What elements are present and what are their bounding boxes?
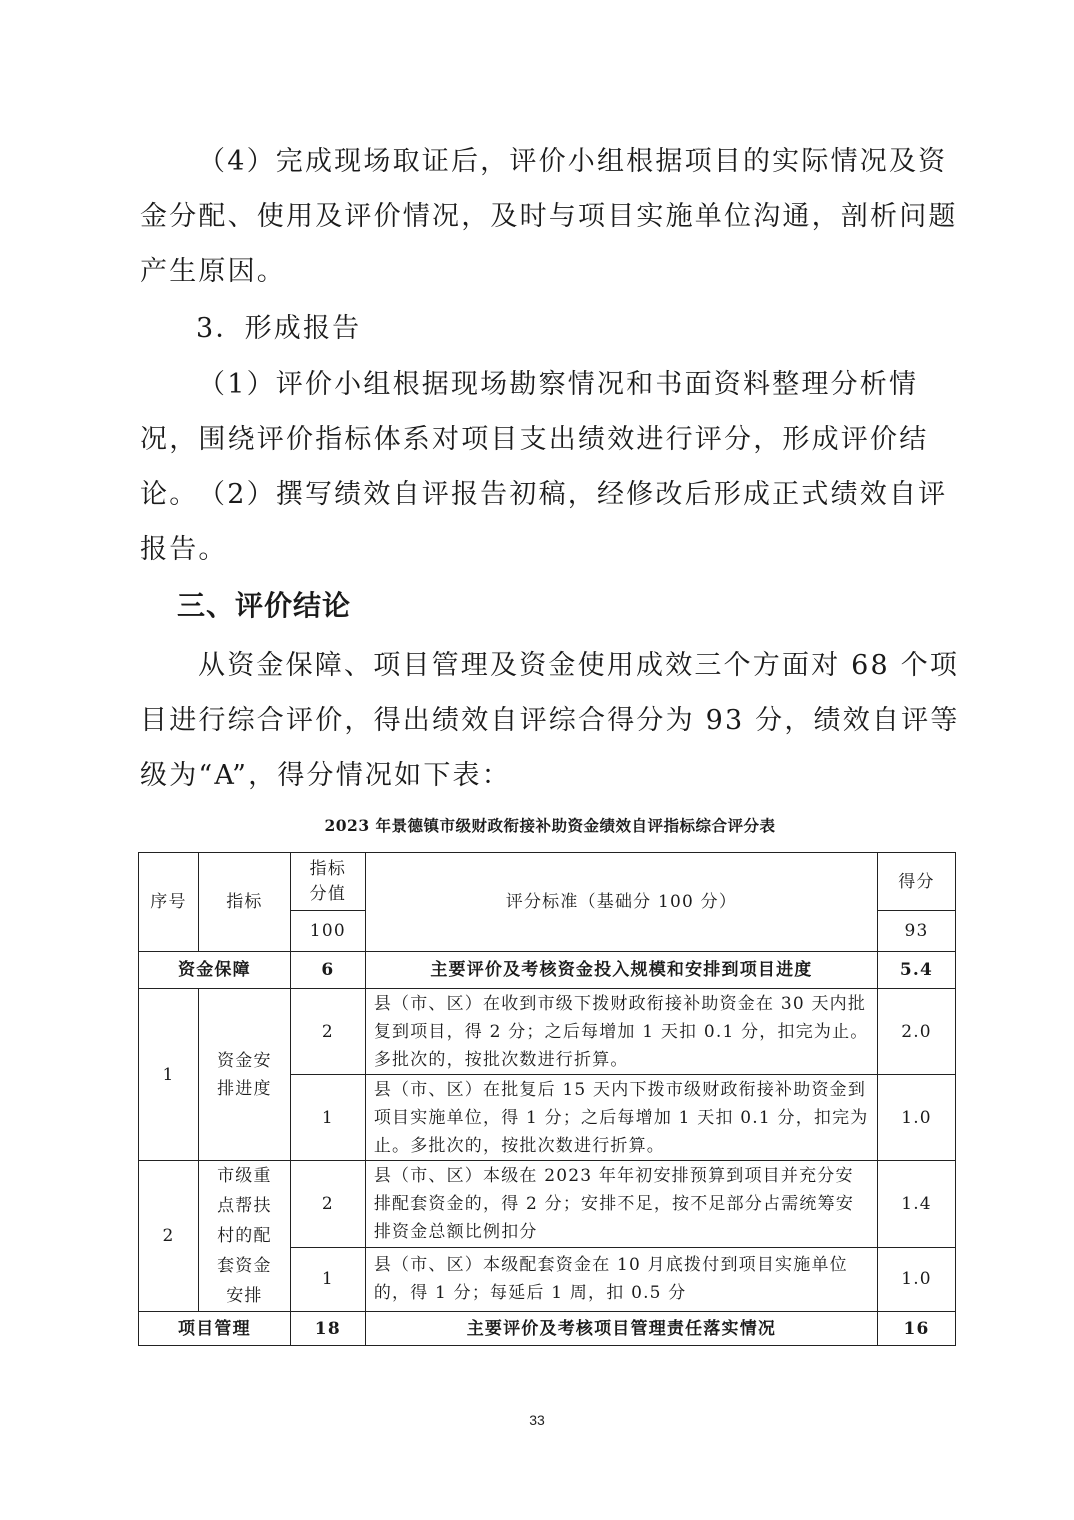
section-heading-conclusion: 三、评价结论 (177, 589, 352, 622)
section-name: 项目管理 (139, 1312, 291, 1346)
row-criteria: 县（市、区）在收到市级下拨财政衔接补助资金在 30 天内批复到项目，得 2 分；之后每增加 1 天扣 0.1 分，扣完为止。多批次的，按批次数进行折算。 (365, 989, 877, 1075)
header-weight-total: 100 (290, 911, 365, 952)
section-weight: 6 (290, 952, 365, 989)
row-criteria: 县（市、区）本级配套资金在 10 月底拨付到项目实施单位的，得 1 分；每延后 1 周，扣 0.5 分 (365, 1247, 877, 1311)
paragraph-draft-report: （2）撰写绩效自评报告初稿，经修改后形成正式绩效自评报告。 (140, 479, 948, 565)
section-score: 5.4 (878, 952, 956, 989)
header-score-label: 得分 (878, 853, 956, 911)
paragraph-conclusion-summary: 从资金保障、项目管理及资金使用成效三个方面对 68 个项目进行综合评价，得出绩效自评综合得分为 93 分，绩效自评等级为“A”，得分情况如下表： (140, 650, 960, 791)
paragraph-site-evidence: （4）完成现场取证后，评价小组根据项目的实际情况及资金分配、使用及评价情况，及时与项目实施单位沟通，剖析问题产生原因。 (140, 146, 958, 287)
table-row (139, 1161, 956, 1248)
row-score: 1.0 (878, 1075, 956, 1161)
table-header-row (139, 853, 956, 911)
table-row (139, 989, 956, 1075)
section-criteria: 主要评价及考核资金投入规模和安排到项目进度 (365, 952, 877, 989)
row-criteria: 县（市、区）本级在 2023 年年初安排预算到项目并充分安排配套资金的，得 2 分；安排不足，按不足部分占需统筹安排资金总额比例扣分 (365, 1161, 877, 1248)
section-name: 资金保障 (139, 952, 291, 989)
item-seq: 2 (139, 1161, 199, 1312)
section-row-management (139, 1312, 956, 1346)
header-seq: 序号 (139, 853, 199, 952)
paragraph-scoring: （1）评价小组根据现场勘察情况和书面资料整理分析情况，围绕评价指标体系对项目支出绩效进行评分，形成评价结论。 (140, 369, 929, 510)
section-row-funding (139, 952, 956, 989)
section-weight: 18 (290, 1312, 365, 1346)
section-score: 16 (878, 1312, 956, 1346)
row-weight: 2 (290, 1161, 365, 1248)
subheading-form-report: 3．形成报告 (196, 313, 362, 344)
row-weight: 2 (290, 989, 365, 1075)
item-seq: 1 (139, 989, 199, 1161)
row-score: 1.0 (878, 1247, 956, 1311)
section-criteria: 主要评价及考核项目管理责任落实情况 (365, 1312, 877, 1346)
score-table (138, 852, 956, 1346)
row-score: 1.4 (878, 1161, 956, 1248)
row-score: 2.0 (878, 989, 956, 1075)
header-criteria: 评分标准（基础分 100 分） (365, 853, 877, 952)
header-score-total: 93 (878, 911, 956, 952)
item-indicator: 资金安排进度 (198, 989, 290, 1161)
header-weight-label: 指标分值 (290, 853, 365, 911)
item-indicator: 市级重点帮扶村的配套资金安排 (198, 1161, 290, 1312)
row-weight: 1 (290, 1247, 365, 1311)
row-weight: 1 (290, 1075, 365, 1161)
header-indicator: 指标 (198, 853, 290, 952)
row-criteria: 县（市、区）在批复后 15 天内下拨市级财政衔接补助资金到项目实施单位，得 1 分；之后每增加 1 天扣 0.1 分，扣完为止。多批次的，按批次数进行折算。 (365, 1075, 877, 1161)
page-number: 33 (529, 1412, 545, 1428)
table-title: 2023 年景德镇市级财政衔接补助资金绩效自评指标综合评分表 (324, 816, 776, 835)
